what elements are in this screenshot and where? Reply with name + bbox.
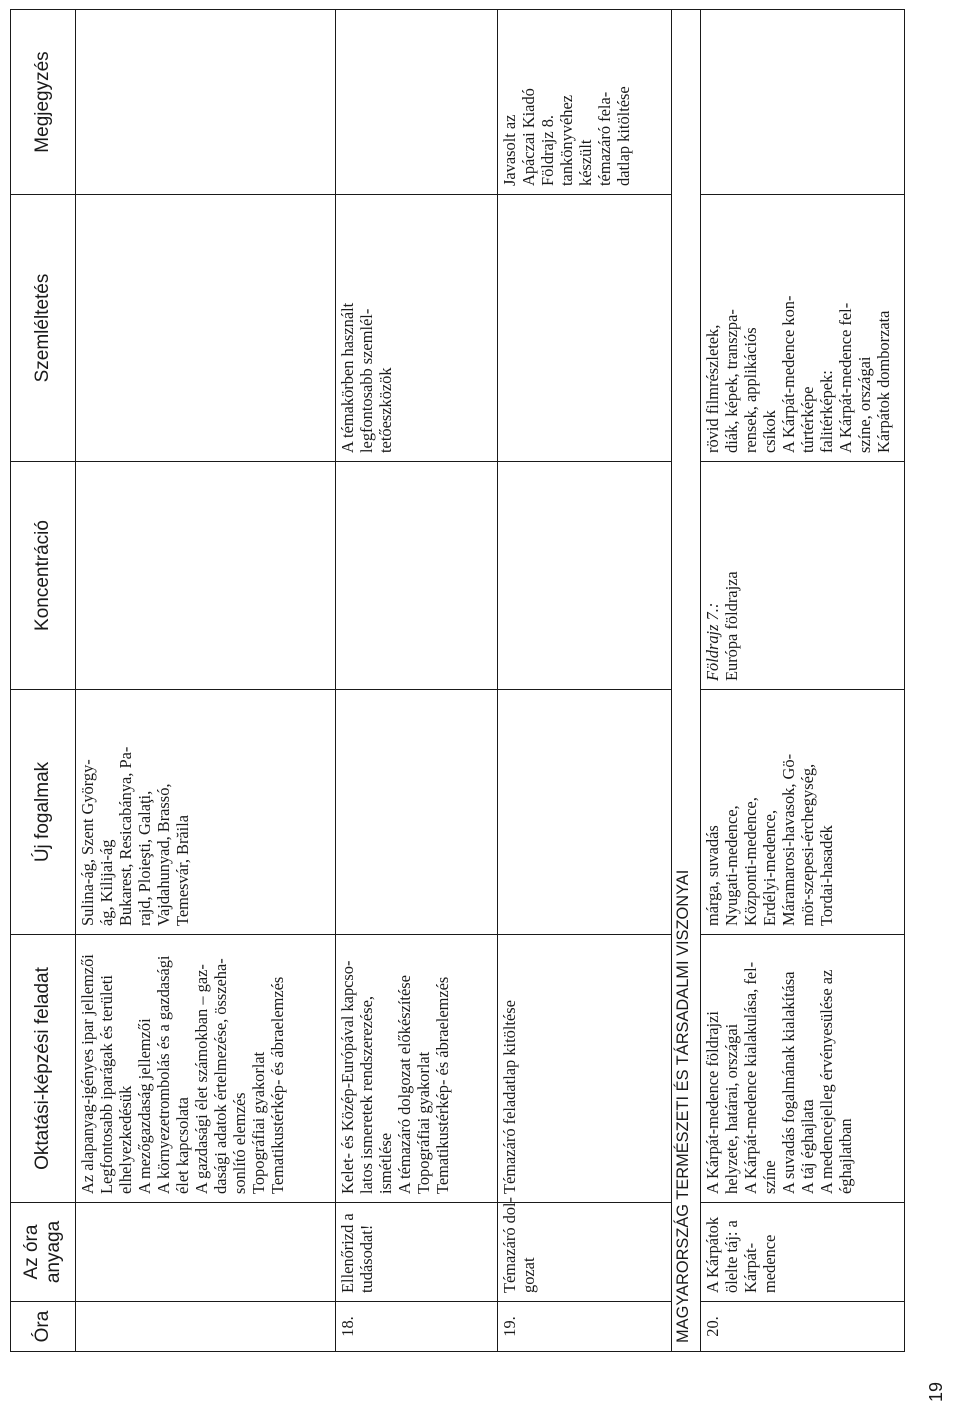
header-feladat: Oktatási-képzési feladat xyxy=(11,935,76,1203)
cell-line: Temesvár, Brăila xyxy=(173,814,192,926)
cell-line: Központi-medence, xyxy=(741,797,760,926)
table-row xyxy=(76,10,336,1352)
header-fogalmak: Új fogalmak xyxy=(11,690,76,935)
cell-koncentracio xyxy=(336,462,498,690)
section-title: MAGYARORSZÁG TERMÉSZETI ÉS TÁRSADALMI VISZONYAI xyxy=(672,10,701,1352)
cell-koncentracio xyxy=(498,462,672,690)
cell-ora: 19. xyxy=(498,1302,672,1352)
cell-line: helyzete, határai, országai xyxy=(722,1023,741,1194)
cell-anyag xyxy=(701,1203,905,1302)
cell-line: éghajlatban xyxy=(836,1118,855,1194)
cell-fogalmak xyxy=(76,690,336,935)
cell-line: gozat xyxy=(519,1257,538,1293)
cell-line: témazáró fela- xyxy=(595,91,614,186)
cell-line: színe xyxy=(760,1160,779,1194)
cell-feladat xyxy=(336,935,498,1203)
cell-line: Tematikustérkép- és ábraelemzés xyxy=(433,976,452,1194)
cell-line: Kárpát- xyxy=(741,1242,760,1293)
cell-szemleltetes xyxy=(336,195,498,462)
cell-line: Tematikustérkép- és ábraelemzés xyxy=(268,976,287,1194)
cell-line: A táj éghajlata xyxy=(798,1099,817,1194)
table-row xyxy=(701,10,905,1352)
header-anyag: Az óra anyaga xyxy=(11,1203,76,1302)
cell-feladat xyxy=(701,935,905,1203)
cell-line: készült xyxy=(576,139,595,186)
cell-szemleltetes xyxy=(76,195,336,462)
cell-line: elhelyezkedésük xyxy=(116,1085,135,1194)
cell-megjegyzes xyxy=(701,10,905,195)
table-row xyxy=(336,10,498,1352)
cell-koncentracio xyxy=(76,462,336,690)
cell-ora xyxy=(76,1302,336,1352)
cell-megjegyzes xyxy=(498,10,672,195)
cell-line: élet kapcsolata xyxy=(173,1097,192,1194)
cell-line: rensek, applikációs xyxy=(741,327,760,453)
cell-line: A Kárpát-medence fel- xyxy=(836,302,855,453)
cell-line: A medencejelleg érvényesülése az xyxy=(817,969,836,1194)
cell-line: A suvadás fogalmának kialakítása xyxy=(779,971,798,1194)
cell-line: túrtérképe xyxy=(798,386,817,453)
cell-line: Legfontosabb iparágak és területi xyxy=(97,975,116,1194)
cell-line: Bukarest, Resicabánya, Pa- xyxy=(116,746,135,926)
cell-line: tudásodat! xyxy=(357,1224,376,1293)
cell-fogalmak xyxy=(336,690,498,935)
cell-line: Témazáró feladatlap kitöltése xyxy=(500,1000,519,1194)
cell-line: csíkok xyxy=(760,410,779,453)
cell-line: medence xyxy=(760,1234,779,1293)
cell-line: Tordai-hasadék xyxy=(817,825,836,926)
cell-line: dasági adatok értelmezése, összeha- xyxy=(211,958,230,1194)
cell-line: Nyugati-medence, xyxy=(722,805,741,926)
cell-line: Vajdahunyad, Brassó, xyxy=(154,783,173,926)
cell-anyag xyxy=(498,1196,672,1302)
cell-fogalmak xyxy=(701,690,905,935)
cell-line: diák, képek, transzpa- xyxy=(722,309,741,453)
cell-szemleltetes xyxy=(498,195,672,462)
cell-line: Földrajz 8. xyxy=(538,114,557,186)
cell-line: ölelte táj: a xyxy=(722,1220,741,1293)
cell-line: mör-szepesi-érchegység, xyxy=(798,763,817,926)
cell-line: Témazáró dol- xyxy=(500,1196,519,1293)
cell-line: Máramarosi-havasok, Gö- xyxy=(779,753,798,926)
header-koncentracio: Koncentráció xyxy=(11,462,76,690)
cell-line: legfontosabb szemlél- xyxy=(357,308,376,453)
cell-line: sonlító elemzés xyxy=(230,1092,249,1194)
cell-anyag xyxy=(336,1203,498,1302)
cell-line: Topográfiai gyakorlat xyxy=(249,1051,268,1194)
cell-fogalmak xyxy=(498,690,672,935)
header-megjegyzes: Megjegyzés xyxy=(11,10,76,195)
cell-line: A környezetrombolás és a gazdasági xyxy=(154,955,173,1194)
cell-line: rövid filmrészletek, xyxy=(703,324,722,453)
cell-line: Kelet- és Közép-Európával kapcso- xyxy=(338,960,357,1194)
cell-line: Földrajz 7.: xyxy=(703,602,722,681)
cell-anyag xyxy=(76,1203,336,1302)
cell-koncentracio xyxy=(701,462,905,690)
cell-line: tankönyvéhez xyxy=(557,94,576,186)
lesson-plan-table xyxy=(10,9,905,1352)
cell-line: falitérképek: xyxy=(817,370,836,453)
cell-szemleltetes xyxy=(701,195,905,462)
cell-line: márga, suvadás xyxy=(703,825,722,926)
cell-megjegyzes xyxy=(76,10,336,195)
cell-line: A mezőgazdaság jellemzői xyxy=(135,1018,154,1194)
cell-line: A Kárpát-medence kon- xyxy=(779,295,798,453)
cell-ora: 20. xyxy=(701,1302,905,1352)
cell-line: Európa földrajza xyxy=(722,571,741,681)
cell-line: A Kárpátok xyxy=(703,1216,722,1293)
cell-line: Ellenőrizd a xyxy=(338,1213,357,1293)
cell-line: Erdélyi-medence, xyxy=(760,809,779,926)
section-row xyxy=(672,10,701,1352)
cell-line: Az alapanyag-igényes ipar jellemzői xyxy=(78,954,97,1194)
header-szemleltetes: Szemléltetés xyxy=(11,195,76,462)
page-number: 19 xyxy=(926,1381,946,1402)
cell-line: latos ismeretek rendszerezése, xyxy=(357,996,376,1194)
cell-line: A témazáró dolgozat előkészítése xyxy=(395,975,414,1194)
cell-line: Topográfiai gyakorlat xyxy=(414,1051,433,1194)
cell-ora: 18. xyxy=(336,1302,498,1352)
cell-line: Javasolt az xyxy=(500,114,519,186)
cell-line: Sulina-ág, Szent György- xyxy=(78,759,97,926)
cell-line: ág, Kilijai-ág xyxy=(97,839,116,926)
cell-megjegyzes xyxy=(336,10,498,195)
table-row xyxy=(498,10,672,1352)
cell-line: A gazdasági élet számokban – gaz- xyxy=(192,964,211,1194)
cell-line: ismétlése xyxy=(376,1133,395,1194)
cell-line: datlap kitöltése xyxy=(614,86,633,186)
header-ora: Óra xyxy=(11,1302,76,1352)
cell-line: A témakörben használt xyxy=(338,302,357,453)
cell-line: színe, országai xyxy=(855,356,874,453)
cell-line: A Kárpát-medence kialakulása, fel- xyxy=(741,961,760,1194)
cell-line: tetőeszközök xyxy=(376,367,395,453)
cell-feladat xyxy=(498,935,672,1203)
cell-line: A Kárpát-medence földrajzi xyxy=(703,1011,722,1194)
cell-feladat xyxy=(76,935,336,1203)
cell-line: Apáczai Kiadó xyxy=(519,88,538,186)
header-row xyxy=(11,10,76,1352)
cell-line: rajd, Ploieşti, Galaţi, xyxy=(135,790,154,926)
cell-line: Kárpátok domborzata xyxy=(874,310,893,453)
